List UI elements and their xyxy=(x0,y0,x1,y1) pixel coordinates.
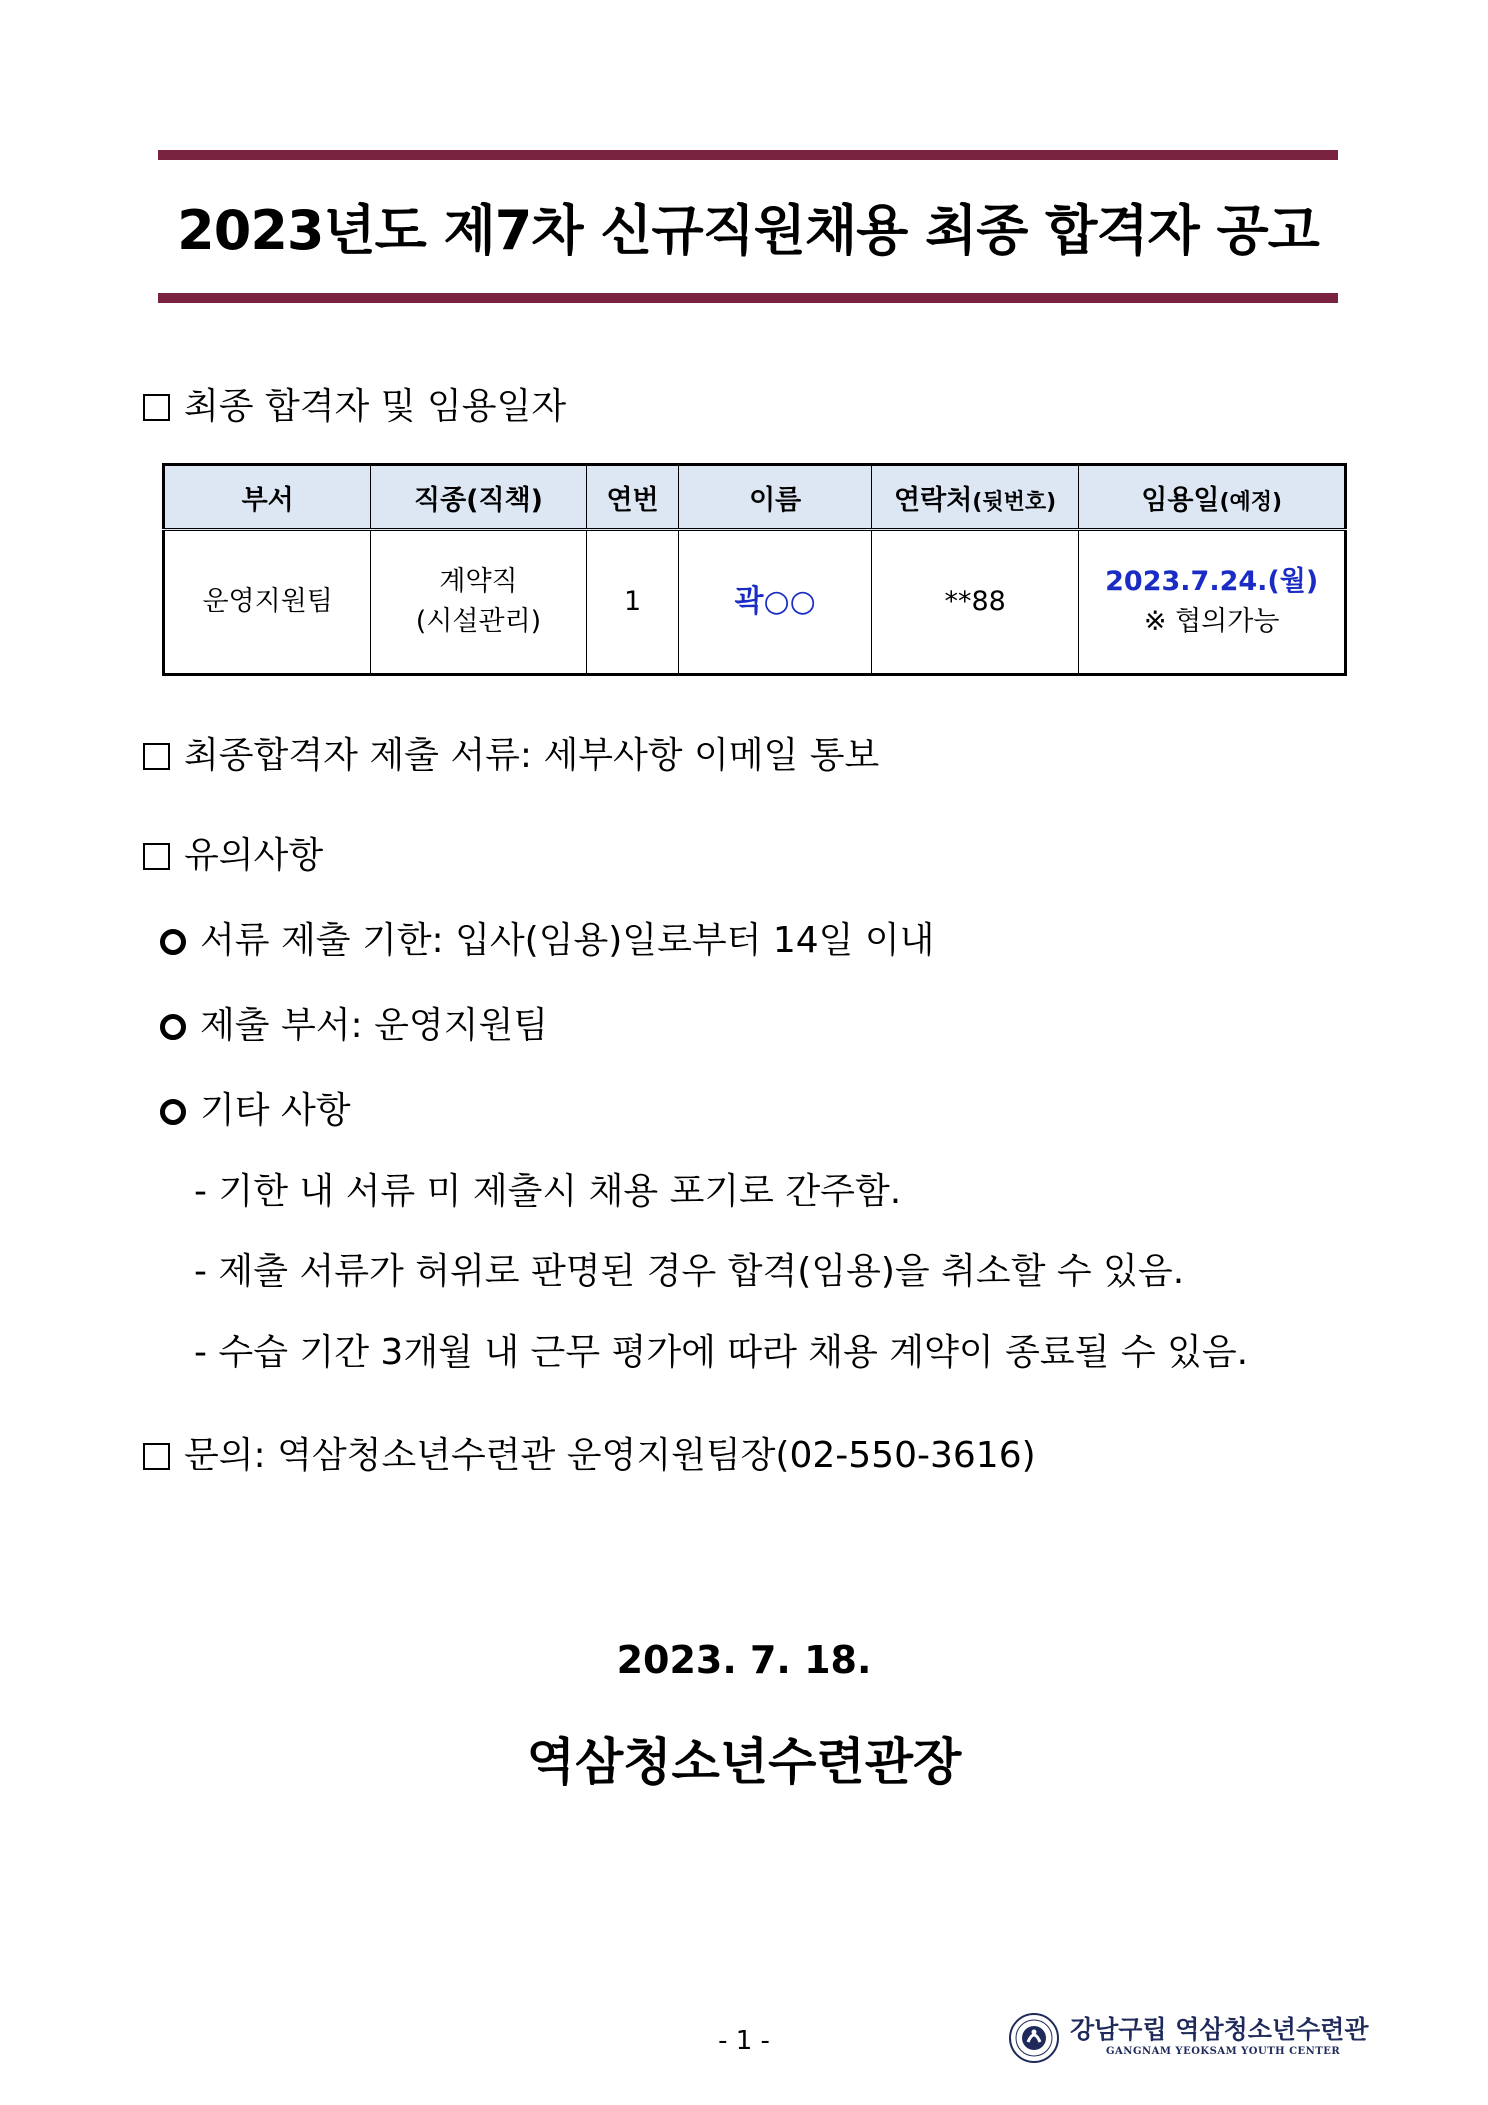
title-bottom-rule xyxy=(158,293,1338,303)
circle-bullet-icon xyxy=(160,929,186,955)
header-contact: 연락처(뒷번호) xyxy=(871,465,1078,530)
section-notes xyxy=(143,827,323,878)
section-documents xyxy=(143,727,879,778)
cell-no: 1 xyxy=(586,530,679,675)
footer-logo xyxy=(1008,2008,1369,2068)
header-date: 임용일(예정) xyxy=(1079,465,1346,530)
note-bullet-deadline: 서류 제출 기한: 입사(임용)일로부터 14일 이내 xyxy=(160,912,934,963)
table-header-row xyxy=(164,465,1346,530)
checkbox-square-icon xyxy=(143,1443,170,1470)
header-dept: 부서 xyxy=(164,465,371,530)
note-bullet-dept: 제출 부서: 운영지원팀 xyxy=(160,997,548,1048)
checkbox-square-icon xyxy=(143,743,170,770)
logo-english-name: GANGNAM YEOKSAM YOUTH CENTER xyxy=(1106,2046,1341,2057)
note-dash-1: - 기한 내 서류 미 제출시 채용 포기로 간주함. xyxy=(194,1171,902,1212)
section-final-passers xyxy=(143,378,566,429)
cell-contact: **88 xyxy=(871,530,1078,675)
table-row xyxy=(164,530,1346,675)
cell-name: 곽○○ xyxy=(679,530,871,675)
note-dash-3: - 수습 기간 3개월 내 근무 평가에 따라 채용 계약이 종료될 수 있음. xyxy=(194,1332,1249,1373)
header-no: 연번 xyxy=(586,465,679,530)
circle-bullet-icon xyxy=(160,1014,186,1040)
checkbox-square-icon xyxy=(143,394,170,421)
section-contact xyxy=(143,1427,1036,1478)
section-label: 유의사항 xyxy=(184,835,324,876)
youth-center-emblem-icon xyxy=(1008,2012,1060,2064)
header-name: 이름 xyxy=(679,465,871,530)
title-top-rule xyxy=(158,150,1338,160)
checkbox-square-icon xyxy=(143,843,170,870)
logo-korean-name: 강남구립 역삼청소년수련관 xyxy=(1070,2015,1369,2044)
note-bullet-other: 기타 사항 xyxy=(160,1082,351,1133)
cell-dept: 운영지원팀 xyxy=(164,530,371,675)
circle-bullet-icon xyxy=(160,1099,186,1125)
section-label: 최종합격자 제출 서류: 세부사항 이메일 통보 xyxy=(184,735,880,776)
section-label: 최종 합격자 및 임용일자 xyxy=(184,386,567,427)
signer-title: 역삼청소년수련관장 xyxy=(526,1733,962,1791)
note-dash-2: - 제출 서류가 허위로 판명된 경우 합격(임용)을 취소할 수 있음. xyxy=(194,1251,1185,1292)
header-job: 직종(직책) xyxy=(371,465,586,530)
page-title: 2023년도 제7차 신규직원채용 최종 합격자 공고 xyxy=(177,199,1319,262)
section-label: 문의: 역삼청소년수련관 운영지원팀장(02-550-3616) xyxy=(184,1435,1036,1476)
announcement-date: 2023. 7. 18. xyxy=(616,1638,872,1682)
page-number: - 1 - xyxy=(718,2026,770,2056)
cell-job: 계약직 (시설관리) xyxy=(371,530,586,675)
cell-date: 2023.7.24.(월) ※ 협의가능 xyxy=(1079,530,1346,675)
passer-table xyxy=(162,463,1347,676)
